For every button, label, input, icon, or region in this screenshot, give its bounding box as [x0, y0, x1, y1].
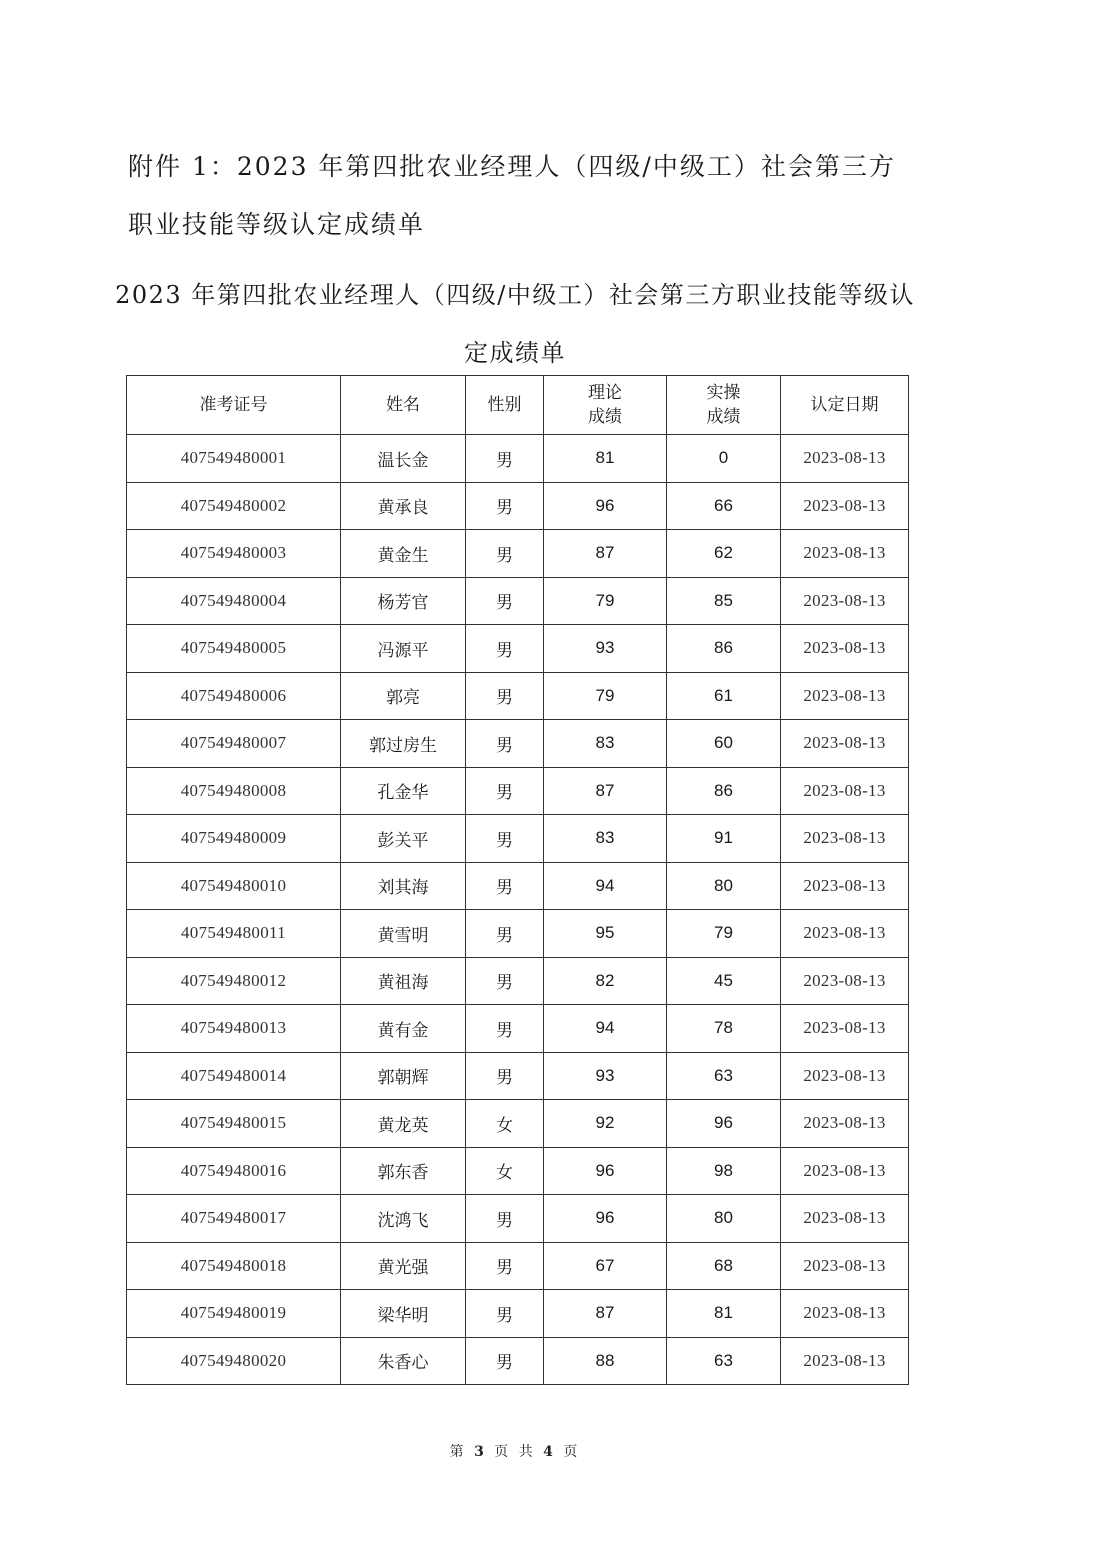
cell-practical-score: 66: [667, 482, 781, 530]
cell-practical-score: 68: [667, 1242, 781, 1290]
table-body: [127, 435, 909, 1385]
header-theory-line2: 成绩: [588, 407, 622, 427]
cell-exam-id: 407549480020: [127, 1337, 341, 1385]
table-row: [127, 1005, 909, 1053]
cell-practical-score: 81: [667, 1290, 781, 1338]
cell-exam-id: 407549480016: [127, 1147, 341, 1195]
attachment-title: 附件 1：2023 年第四批农业经理人（四级/中级工）社会第三方职业技能等级认定成绩单: [128, 152, 896, 239]
cell-date: 2023-08-13: [781, 1147, 909, 1195]
cell-name: 冯源平: [341, 625, 466, 673]
cell-gender: 男: [466, 910, 544, 958]
cell-name: 朱香心: [341, 1337, 466, 1385]
table-row: [127, 1195, 909, 1243]
table-row: [127, 625, 909, 673]
cell-exam-id: 407549480007: [127, 720, 341, 768]
cell-date: 2023-08-13: [781, 815, 909, 863]
cell-theory-score: 79: [544, 672, 667, 720]
cell-exam-id: 407549480014: [127, 1052, 341, 1100]
cell-date: 2023-08-13: [781, 910, 909, 958]
cell-practical-score: 86: [667, 625, 781, 673]
cell-exam-id: 407549480004: [127, 577, 341, 625]
table-row: [127, 1052, 909, 1100]
table-row: [127, 435, 909, 483]
footer-prefix: 第: [449, 1444, 467, 1460]
cell-name: 孔金华: [341, 767, 466, 815]
table-row: [127, 720, 909, 768]
cell-date: 2023-08-13: [781, 625, 909, 673]
cell-name: 郭朝辉: [341, 1052, 466, 1100]
cell-exam-id: 407549480002: [127, 482, 341, 530]
cell-exam-id: 407549480011: [127, 910, 341, 958]
cell-name: 彭关平: [341, 815, 466, 863]
cell-gender: 男: [466, 1005, 544, 1053]
cell-theory-score: 94: [544, 1005, 667, 1053]
header-name: 姓名: [341, 376, 466, 435]
cell-exam-id: 407549480017: [127, 1195, 341, 1243]
cell-gender: 男: [466, 577, 544, 625]
cell-name: 刘其海: [341, 862, 466, 910]
cell-name: 郭过房生: [341, 720, 466, 768]
cell-practical-score: 85: [667, 577, 781, 625]
cell-name: 黄光强: [341, 1242, 466, 1290]
cell-exam-id: 407549480006: [127, 672, 341, 720]
table-header-row: [127, 376, 909, 435]
header-exam-id: 准考证号: [127, 376, 341, 435]
cell-theory-score: 96: [544, 1195, 667, 1243]
cell-theory-score: 83: [544, 720, 667, 768]
score-table: [126, 375, 909, 1385]
cell-gender: 男: [466, 625, 544, 673]
cell-date: 2023-08-13: [781, 767, 909, 815]
cell-theory-score: 93: [544, 625, 667, 673]
cell-date: 2023-08-13: [781, 1195, 909, 1243]
table-row: [127, 1147, 909, 1195]
cell-theory-score: 95: [544, 910, 667, 958]
cell-practical-score: 86: [667, 767, 781, 815]
cell-date: 2023-08-13: [781, 672, 909, 720]
cell-exam-id: 407549480009: [127, 815, 341, 863]
cell-exam-id: 407549480003: [127, 530, 341, 578]
cell-exam-id: 407549480015: [127, 1100, 341, 1148]
cell-name: 黄雪明: [341, 910, 466, 958]
cell-theory-score: 67: [544, 1242, 667, 1290]
document-title: 2023 年第四批农业经理人（四级/中级工）社会第三方职业技能等级认定成绩单: [115, 281, 915, 367]
header-theory-score: [544, 376, 667, 435]
cell-exam-id: 407549480018: [127, 1242, 341, 1290]
cell-theory-score: 96: [544, 482, 667, 530]
cell-exam-id: 407549480019: [127, 1290, 341, 1338]
cell-gender: 男: [466, 1052, 544, 1100]
table-row: [127, 815, 909, 863]
table-row: [127, 1100, 909, 1148]
table-row: [127, 1337, 909, 1385]
table-row: [127, 767, 909, 815]
cell-practical-score: 63: [667, 1052, 781, 1100]
footer-total-pages: 4: [543, 1444, 556, 1460]
header-practical-line1: 实操: [706, 383, 741, 403]
cell-name: 黄龙英: [341, 1100, 466, 1148]
cell-date: 2023-08-13: [781, 1337, 909, 1385]
table-row: [127, 910, 909, 958]
cell-practical-score: 96: [667, 1100, 781, 1148]
cell-gender: 男: [466, 767, 544, 815]
cell-name: 郭东香: [341, 1147, 466, 1195]
cell-date: 2023-08-13: [781, 577, 909, 625]
cell-theory-score: 79: [544, 577, 667, 625]
cell-date: 2023-08-13: [781, 1100, 909, 1148]
cell-gender: 男: [466, 672, 544, 720]
cell-gender: 男: [466, 530, 544, 578]
cell-theory-score: 96: [544, 1147, 667, 1195]
cell-gender: 男: [466, 435, 544, 483]
cell-practical-score: 80: [667, 862, 781, 910]
cell-name: 郭亮: [341, 672, 466, 720]
cell-gender: 男: [466, 1337, 544, 1385]
table-row: [127, 672, 909, 720]
cell-gender: 男: [466, 815, 544, 863]
cell-name: 黄承良: [341, 482, 466, 530]
cell-practical-score: 91: [667, 815, 781, 863]
cell-theory-score: 88: [544, 1337, 667, 1385]
cell-gender: 女: [466, 1100, 544, 1148]
cell-date: 2023-08-13: [781, 530, 909, 578]
cell-practical-score: 63: [667, 1337, 781, 1385]
table-row: [127, 1290, 909, 1338]
cell-theory-score: 93: [544, 1052, 667, 1100]
table-row: [127, 1242, 909, 1290]
footer-current-page: 3: [474, 1444, 487, 1460]
cell-theory-score: 92: [544, 1100, 667, 1148]
header-practical-score: [667, 376, 781, 435]
cell-practical-score: 45: [667, 957, 781, 1005]
cell-date: 2023-08-13: [781, 957, 909, 1005]
cell-name: 黄金生: [341, 530, 466, 578]
cell-theory-score: 94: [544, 862, 667, 910]
cell-exam-id: 407549480012: [127, 957, 341, 1005]
cell-name: 梁华明: [341, 1290, 466, 1338]
cell-exam-id: 407549480008: [127, 767, 341, 815]
footer-middle: 页 共: [494, 1444, 536, 1460]
cell-gender: 男: [466, 862, 544, 910]
cell-date: 2023-08-13: [781, 1052, 909, 1100]
cell-practical-score: 98: [667, 1147, 781, 1195]
table-row: [127, 577, 909, 625]
footer-suffix: 页: [563, 1444, 581, 1460]
cell-name: 沈鸿飞: [341, 1195, 466, 1243]
table-row: [127, 862, 909, 910]
cell-theory-score: 87: [544, 530, 667, 578]
cell-date: 2023-08-13: [781, 1290, 909, 1338]
cell-exam-id: 407549480010: [127, 862, 341, 910]
cell-gender: 男: [466, 482, 544, 530]
cell-name: 杨芳官: [341, 577, 466, 625]
cell-gender: 男: [466, 1195, 544, 1243]
cell-practical-score: 61: [667, 672, 781, 720]
page-footer: [0, 1441, 1030, 1461]
cell-theory-score: 82: [544, 957, 667, 1005]
cell-date: 2023-08-13: [781, 435, 909, 483]
cell-practical-score: 60: [667, 720, 781, 768]
cell-exam-id: 407549480013: [127, 1005, 341, 1053]
cell-gender: 男: [466, 1290, 544, 1338]
table-row: [127, 530, 909, 578]
cell-practical-score: 62: [667, 530, 781, 578]
cell-practical-score: 80: [667, 1195, 781, 1243]
header-gender: 性别: [466, 376, 544, 435]
header-theory-line1: 理论: [588, 383, 622, 403]
header-date: 认定日期: [781, 376, 909, 435]
cell-name: 黄祖海: [341, 957, 466, 1005]
cell-gender: 男: [466, 720, 544, 768]
cell-theory-score: 87: [544, 767, 667, 815]
cell-practical-score: 78: [667, 1005, 781, 1053]
cell-date: 2023-08-13: [781, 1005, 909, 1053]
cell-gender: 女: [466, 1147, 544, 1195]
cell-gender: 男: [466, 1242, 544, 1290]
table-row: [127, 482, 909, 530]
header-practical-line2: 成绩: [706, 407, 741, 427]
cell-date: 2023-08-13: [781, 1242, 909, 1290]
cell-practical-score: 0: [667, 435, 781, 483]
cell-name: 温长金: [341, 435, 466, 483]
cell-practical-score: 79: [667, 910, 781, 958]
cell-exam-id: 407549480001: [127, 435, 341, 483]
cell-exam-id: 407549480005: [127, 625, 341, 673]
cell-date: 2023-08-13: [781, 720, 909, 768]
cell-gender: 男: [466, 957, 544, 1005]
cell-date: 2023-08-13: [781, 482, 909, 530]
cell-name: 黄有金: [341, 1005, 466, 1053]
table-row: [127, 957, 909, 1005]
cell-theory-score: 81: [544, 435, 667, 483]
cell-date: 2023-08-13: [781, 862, 909, 910]
cell-theory-score: 87: [544, 1290, 667, 1338]
cell-theory-score: 83: [544, 815, 667, 863]
